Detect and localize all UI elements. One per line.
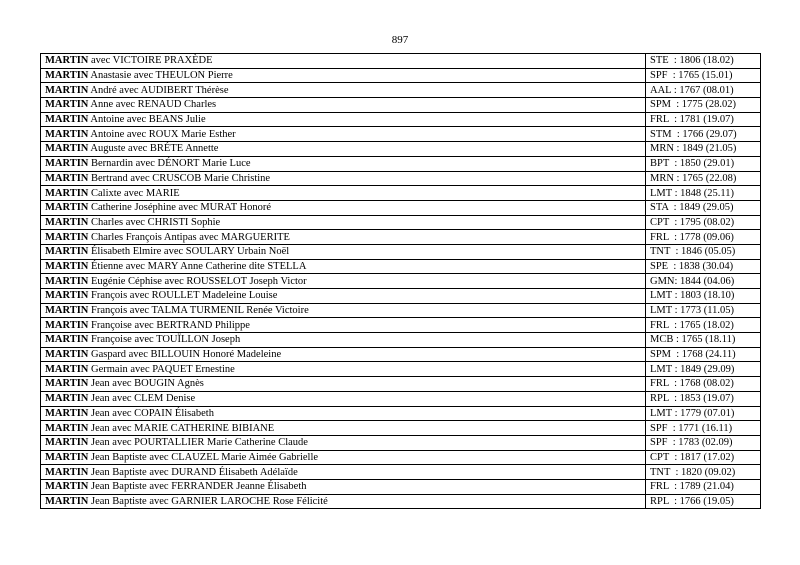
spouse-names: Eugénie Céphise avec ROUSSELOT Joseph Victor	[88, 275, 307, 287]
surname: MARTIN	[45, 334, 89, 346]
parish-date-cell: STE : 1806 (18.02)	[646, 54, 761, 69]
table-row	[41, 362, 761, 377]
surname: MARTIN	[45, 407, 89, 419]
table-row	[41, 333, 761, 348]
spouse-names: Bernardin avec DÉNORT Marie Luce	[88, 158, 251, 170]
parish-date-cell: LMT : 1849 (29.09)	[646, 362, 761, 377]
couple-cell	[41, 98, 646, 113]
surname: MARTIN	[45, 99, 89, 111]
parish-date-cell: SPE : 1838 (30.04)	[646, 259, 761, 274]
spouse-names: Bertrand avec CRUSCOB Marie Christine	[88, 172, 271, 184]
couple-cell	[41, 68, 646, 83]
parish-date-cell: BPT : 1850 (29.01)	[646, 156, 761, 171]
parish-date-cell: LMT : 1848 (25.11)	[646, 186, 761, 201]
spouse-names: Jean avec BOUGIN Agnès	[88, 378, 204, 390]
table-row	[41, 200, 761, 215]
table-row	[41, 54, 761, 69]
surname: MARTIN	[45, 466, 89, 478]
spouse-names: avec VICTOIRE PRAXÈDE	[88, 55, 213, 67]
parish-date-cell: MRN : 1765 (22.08)	[646, 171, 761, 186]
parish-date-cell: FRL : 1789 (21.04)	[646, 479, 761, 494]
couple-cell	[41, 450, 646, 465]
surname: MARTIN	[45, 481, 89, 493]
table-row	[41, 303, 761, 318]
table-row	[41, 318, 761, 333]
spouse-names: Élisabeth Elmire avec SOULARY Urbain Noël	[88, 246, 290, 258]
table-row	[41, 112, 761, 127]
spouse-names: André avec AUDIBERT Thérèse	[88, 84, 229, 96]
spouse-names: Antoine avec BEANS Julie	[88, 114, 206, 126]
couple-cell	[41, 435, 646, 450]
couple-cell	[41, 83, 646, 98]
surname: MARTIN	[45, 172, 89, 184]
couple-cell	[41, 171, 646, 186]
parish-date-cell: FRL : 1781 (19.07)	[646, 112, 761, 127]
parish-date-cell: FRL : 1765 (18.02)	[646, 318, 761, 333]
table-row	[41, 83, 761, 98]
surname: MARTIN	[45, 246, 89, 258]
surname: MARTIN	[45, 305, 89, 317]
parish-date-cell: STA : 1849 (29.05)	[646, 200, 761, 215]
spouse-names: Jean Baptiste avec GARNIER LAROCHE Rose Félicité	[88, 495, 328, 507]
parish-date-cell: SPM : 1768 (24.11)	[646, 347, 761, 362]
spouse-names: Charles avec CHRISTI Sophie	[88, 216, 221, 228]
spouse-names: Anastasie avec THEULON Pierre	[88, 70, 233, 82]
parish-date-cell: SPF : 1771 (16.11)	[646, 421, 761, 436]
page-number: 897	[391, 34, 409, 46]
table-row	[41, 244, 761, 259]
table-row	[41, 127, 761, 142]
couple-cell	[41, 479, 646, 494]
spouse-names: Jean avec COPAIN Élisabeth	[88, 407, 214, 419]
parish-date-cell: STM : 1766 (29.07)	[646, 127, 761, 142]
spouse-names: Antoine avec ROUX Marie Esther	[88, 128, 236, 140]
couple-cell	[41, 142, 646, 157]
marriage-register-table	[40, 53, 761, 509]
table-row	[41, 465, 761, 480]
parish-date-cell: LMT : 1773 (11.05)	[646, 303, 761, 318]
table-row	[41, 186, 761, 201]
couple-cell	[41, 421, 646, 436]
parish-date-cell: SPM : 1775 (28.02)	[646, 98, 761, 113]
couple-cell	[41, 377, 646, 392]
surname: MARTIN	[45, 378, 89, 390]
register-body	[41, 54, 761, 509]
parish-date-cell: MCB : 1765 (18.11)	[646, 333, 761, 348]
surname: MARTIN	[45, 422, 89, 434]
parish-date-cell: LMT : 1779 (07.01)	[646, 406, 761, 421]
surname: MARTIN	[45, 231, 89, 243]
table-row	[41, 171, 761, 186]
spouse-names: François avec ROULLET Madeleine Louise	[88, 290, 278, 302]
table-row	[41, 215, 761, 230]
surname: MARTIN	[45, 437, 89, 449]
parish-date-cell: CPT : 1795 (08.02)	[646, 215, 761, 230]
surname: MARTIN	[45, 290, 89, 302]
table-row	[41, 406, 761, 421]
couple-cell	[41, 333, 646, 348]
surname: MARTIN	[45, 495, 89, 507]
couple-cell	[41, 156, 646, 171]
surname: MARTIN	[45, 158, 89, 170]
table-row	[41, 274, 761, 289]
surname: MARTIN	[45, 187, 89, 199]
surname: MARTIN	[45, 70, 89, 82]
parish-date-cell: TNT : 1820 (09.02)	[646, 465, 761, 480]
surname: MARTIN	[45, 216, 89, 228]
spouse-names: Calixte avec MARIE	[88, 187, 180, 199]
couple-cell	[41, 54, 646, 69]
table-row	[41, 68, 761, 83]
couple-cell	[41, 289, 646, 304]
couple-cell	[41, 200, 646, 215]
table-row	[41, 435, 761, 450]
parish-date-cell: SPF : 1765 (15.01)	[646, 68, 761, 83]
parish-date-cell: GMN: 1844 (04.06)	[646, 274, 761, 289]
spouse-names: Gaspard avec BILLOUIN Honoré Madeleine	[88, 349, 282, 361]
surname: MARTIN	[45, 114, 89, 126]
spouse-names: Jean avec MARIE CATHERINE BIBIANE	[88, 422, 275, 434]
couple-cell	[41, 494, 646, 509]
table-row	[41, 421, 761, 436]
parish-date-cell: FRL : 1768 (08.02)	[646, 377, 761, 392]
couple-cell	[41, 127, 646, 142]
spouse-names: Étienne avec MARY Anne Catherine dite STELLA	[88, 260, 307, 272]
parish-date-cell: FRL : 1778 (09.06)	[646, 230, 761, 245]
spouse-names: Jean Baptiste avec FERRANDER Jeanne Élisabeth	[88, 481, 307, 493]
surname: MARTIN	[45, 275, 89, 287]
surname: MARTIN	[45, 319, 89, 331]
table-row	[41, 479, 761, 494]
couple-cell	[41, 244, 646, 259]
parish-date-cell: LMT : 1803 (18.10)	[646, 289, 761, 304]
couple-cell	[41, 391, 646, 406]
couple-cell	[41, 318, 646, 333]
couple-cell	[41, 186, 646, 201]
table-row	[41, 289, 761, 304]
surname: MARTIN	[45, 260, 89, 272]
spouse-names: Catherine Joséphine avec MURAT Honoré	[88, 202, 272, 214]
surname: MARTIN	[45, 451, 89, 463]
spouse-names: Jean avec CLEM Denise	[88, 393, 196, 405]
table-row	[41, 156, 761, 171]
couple-cell	[41, 347, 646, 362]
couple-cell	[41, 465, 646, 480]
table-row	[41, 259, 761, 274]
surname: MARTIN	[45, 363, 89, 375]
couple-cell	[41, 406, 646, 421]
spouse-names: Auguste avec BRÉTE Annette	[88, 143, 219, 155]
parish-date-cell: TNT : 1846 (05.05)	[646, 244, 761, 259]
surname: MARTIN	[45, 128, 89, 140]
spouse-names: Jean avec POURTALLIER Marie Catherine Claude	[88, 437, 308, 449]
table-row	[41, 230, 761, 245]
table-row	[41, 98, 761, 113]
table-row	[41, 377, 761, 392]
table-row	[41, 142, 761, 157]
spouse-names: Jean Baptiste avec CLAUZEL Marie Aimée Gabrielle	[88, 451, 319, 463]
parish-date-cell: CPT : 1817 (17.02)	[646, 450, 761, 465]
surname: MARTIN	[45, 143, 89, 155]
table-row	[41, 347, 761, 362]
couple-cell	[41, 230, 646, 245]
surname: MARTIN	[45, 349, 89, 361]
spouse-names: Françoise avec BERTRAND Philippe	[88, 319, 250, 331]
parish-date-cell: SPF : 1783 (02.09)	[646, 435, 761, 450]
spouse-names: Anne avec RENAUD Charles	[88, 99, 217, 111]
couple-cell	[41, 259, 646, 274]
couple-cell	[41, 215, 646, 230]
parish-date-cell: MRN : 1849 (21.05)	[646, 142, 761, 157]
surname: MARTIN	[45, 55, 89, 67]
surname: MARTIN	[45, 84, 89, 96]
table-row	[41, 450, 761, 465]
spouse-names: Germain avec PAQUET Ernestine	[88, 363, 235, 375]
spouse-names: François avec TALMA TURMENIL Renée Victoire	[88, 305, 309, 317]
surname: MARTIN	[45, 202, 89, 214]
spouse-names: Charles François Antipas avec MARGUERITE	[88, 231, 290, 243]
surname: MARTIN	[45, 393, 89, 405]
spouse-names: Françoise avec TOUÏLLON Joseph	[88, 334, 241, 346]
parish-date-cell: AAL : 1767 (08.01)	[646, 83, 761, 98]
couple-cell	[41, 362, 646, 377]
spouse-names: Jean Baptiste avec DURAND Élisabeth Adélaïde	[88, 466, 298, 478]
parish-date-cell: RPL : 1853 (19.07)	[646, 391, 761, 406]
parish-date-cell: RPL : 1766 (19.05)	[646, 494, 761, 509]
couple-cell	[41, 303, 646, 318]
table-row	[41, 494, 761, 509]
table-row	[41, 391, 761, 406]
couple-cell	[41, 112, 646, 127]
couple-cell	[41, 274, 646, 289]
